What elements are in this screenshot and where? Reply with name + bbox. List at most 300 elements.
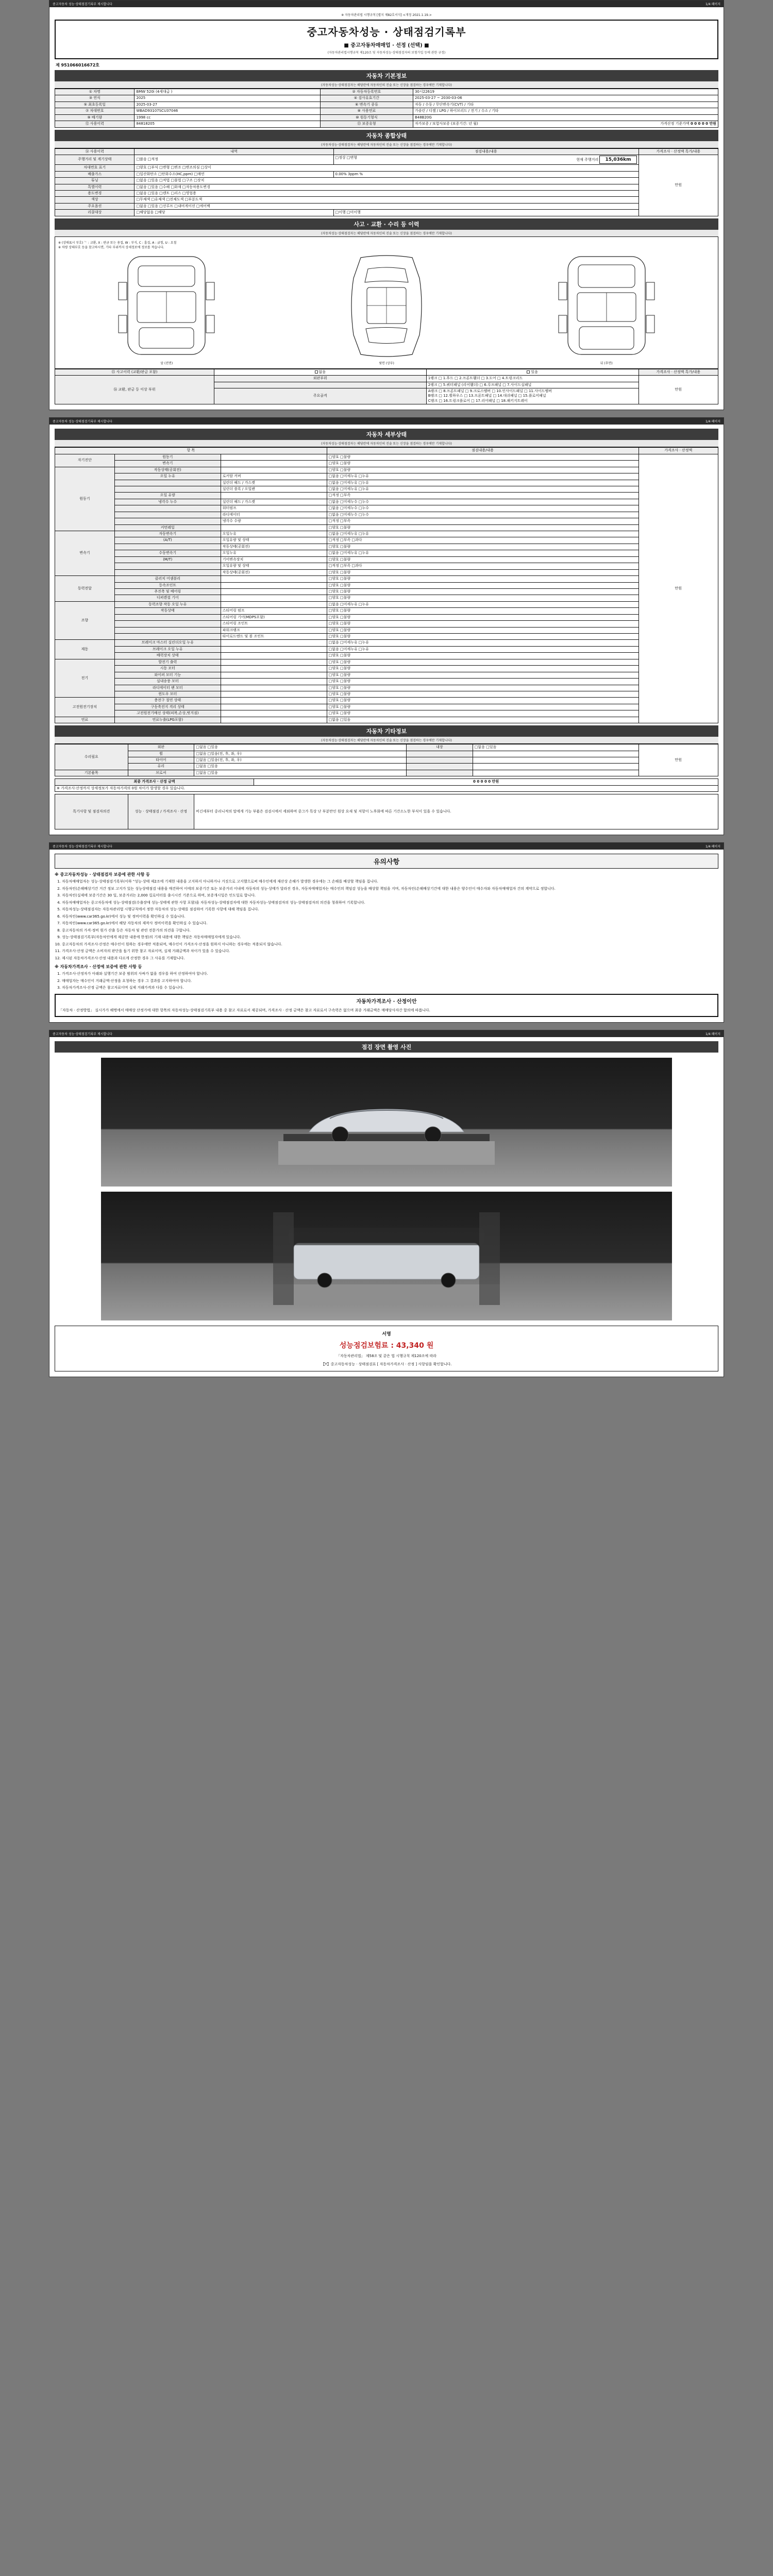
row-opt-b[interactable]: □이행 □미이행 bbox=[333, 210, 638, 216]
row-opt-b[interactable]: □정상 □변형 bbox=[335, 156, 358, 160]
table-row bbox=[55, 537, 718, 544]
other-cell-b2[interactable] bbox=[473, 764, 638, 770]
table-row bbox=[55, 467, 718, 473]
other-cell-b2[interactable] bbox=[473, 757, 638, 764]
other-price-column: 만원 bbox=[638, 744, 718, 776]
detail-item-sublabel bbox=[221, 524, 327, 531]
detail-state-table bbox=[55, 447, 718, 723]
other-cell-b2[interactable] bbox=[473, 770, 638, 776]
detail-item-options[interactable]: □양호 □불량 bbox=[327, 672, 638, 678]
detail-item-sublabel: 실린더 헤드 / 가스켓 bbox=[221, 499, 327, 505]
detail-item-options[interactable]: □양호 □불량 bbox=[327, 524, 638, 531]
detail-item-options[interactable]: □양호 □불량 bbox=[327, 576, 638, 582]
table-row bbox=[55, 653, 718, 659]
car-front-diagram-icon bbox=[107, 251, 226, 360]
table-row bbox=[55, 588, 718, 595]
price-column: 만원 bbox=[638, 376, 718, 404]
detail-item-label bbox=[114, 512, 221, 518]
detail-item-options[interactable]: □적정 □부족 □과다 bbox=[327, 563, 638, 569]
footer-line-2: 【Y】중고자동차성능 · 상태점검표 [ 자동차가격조사 · 산정 ] 사항임을 확인합니다. bbox=[321, 1362, 452, 1367]
other-cell-b2[interactable]: □없음 □있음 bbox=[473, 744, 638, 751]
detail-item-sublabel bbox=[221, 493, 327, 499]
other-cell-a2 bbox=[407, 751, 473, 757]
detail-item-options[interactable]: □양호 □불량 bbox=[327, 679, 638, 685]
table-row bbox=[55, 524, 718, 531]
total-value: 0 0 0 0 0 만원 bbox=[254, 779, 718, 785]
row-opt-a[interactable]: □없음 □있음 □렌트 □리스 □영업용 bbox=[135, 190, 638, 196]
table-row bbox=[55, 608, 718, 614]
price-appraisal-notice-title: 자동차가격조사 · 산정이안 bbox=[356, 998, 417, 1005]
notice-heading-1: ※ 중고자동차성능 · 상태점검자 보증에 관한 사항 등 bbox=[55, 872, 150, 877]
row-label: 주행거리 및 계기상태 bbox=[55, 155, 135, 165]
row-opt-a[interactable]: □많음 □적정 bbox=[135, 155, 333, 165]
table-row bbox=[55, 717, 718, 723]
row-label: 배출가스 bbox=[55, 171, 135, 177]
other-cell-a2: 내장 bbox=[407, 744, 473, 751]
table-row bbox=[55, 659, 718, 665]
form-legal-note: ※ 자동차관리법 시행규칙 [별지 제82호서식] <개정 2021.1.19.> bbox=[341, 13, 432, 17]
row-opt-a[interactable]: □해당없음 □해당 bbox=[135, 210, 333, 216]
detail-item-label: 오일 유량 bbox=[114, 493, 221, 499]
detail-item-label bbox=[114, 563, 221, 569]
diagram-caption: 앞 (전면) bbox=[160, 361, 173, 365]
row-opt-a[interactable]: □없음 □있음 □수해 □화재 □자동차용도변경 bbox=[135, 184, 638, 190]
detail-item-options[interactable]: □없음 □미세누수 □누수 bbox=[327, 505, 638, 512]
memo-table bbox=[55, 794, 718, 829]
col-header: 가격조사 · 산정액 특가/내용 bbox=[638, 369, 718, 375]
table-row bbox=[55, 621, 718, 627]
detail-item-sublabel bbox=[221, 454, 327, 460]
table-row bbox=[55, 704, 718, 710]
other-cell-a: 타이어 bbox=[128, 757, 194, 764]
detail-item-options[interactable]: □없음 □미세누수 □누수 bbox=[327, 512, 638, 518]
detail-item-options[interactable]: □양호 □불량 bbox=[327, 634, 638, 640]
cell-value: 자가보증 / 보험사보증 (보증기간: 년 월) bbox=[414, 122, 478, 126]
detail-item-sublabel bbox=[221, 588, 327, 595]
accident-history-table bbox=[55, 369, 718, 405]
detail-item-label: 와이퍼 모터 기능 bbox=[114, 672, 221, 678]
table-row bbox=[55, 779, 718, 785]
table-row bbox=[55, 691, 718, 697]
detail-item-options[interactable]: □양호 □불량 bbox=[327, 627, 638, 633]
browser-chrome-bar-2 bbox=[49, 418, 724, 425]
state-table bbox=[55, 148, 718, 216]
detail-item-options[interactable]: □양호 □불량 bbox=[327, 614, 638, 620]
cell-value: 가솔린 / 디젤 / LPG / 하이브리드 / 전기 / 수소 / 기타 bbox=[413, 108, 718, 114]
detail-item-label: 충전구 절연 상태 bbox=[114, 698, 221, 704]
table-row bbox=[55, 165, 718, 171]
notice-item: 6. 자동차인(www.car365.go.kr)에서 성능 및 정비이력을 확인하실 수 있습니다. bbox=[62, 914, 718, 920]
browser-page-indicator: 1/4 페이지 bbox=[705, 3, 720, 6]
detail-item-options[interactable]: □없음 □미세누유 □누유 bbox=[327, 550, 638, 556]
browser-chrome-bar bbox=[49, 1, 724, 7]
detail-item-label: 디퍼렌셜 기어 bbox=[114, 595, 221, 601]
detail-item-label: 발전기 출력 bbox=[114, 659, 221, 665]
cell-label: ⑧ 사용연료 bbox=[320, 108, 413, 114]
detail-item-label: 오일 누유 bbox=[114, 473, 221, 480]
detail-item-label: 클러치 어셈블리 bbox=[114, 576, 221, 582]
price-appraisal-notice-text: 「자동차 · 산정방법」 실시가가 해명에서 매매상 산정가에 대한 항목의 자동차성능·상태점검기록부 내용 중 참고 자료로서 제공되며, 가격조사 · 산정 금액은 참고 자료로서 구속력은 없으며 최종 거래금액은 매매당사자간 합의에 따릅니다. bbox=[59, 1008, 430, 1012]
table-row bbox=[55, 672, 718, 678]
detail-item-options[interactable]: □양호 □불량 bbox=[327, 659, 638, 665]
detail-item-label bbox=[114, 614, 221, 620]
detail-item-sublabel: 기어변속장치 bbox=[221, 556, 327, 563]
table-row bbox=[55, 178, 718, 184]
other-cell-b2[interactable] bbox=[473, 751, 638, 757]
detail-item-options[interactable]: □양호 □불량 bbox=[327, 621, 638, 627]
detail-item-label: 윈도우 모터 bbox=[114, 691, 221, 697]
other-cell-b[interactable]: □없음 □있음 bbox=[194, 764, 407, 770]
detail-item-options[interactable]: □없음 □미세누수 □누수 bbox=[327, 499, 638, 505]
table-row bbox=[55, 563, 718, 569]
cell-value: 2025 bbox=[135, 95, 320, 101]
detail-item-options[interactable]: □양호 □불량 bbox=[327, 556, 638, 563]
other-group-label: 수리필요 bbox=[55, 744, 128, 770]
memo-kind: 성능 · 상태점검 / 가격조사 · 산정 bbox=[128, 794, 194, 829]
table-row bbox=[55, 576, 718, 582]
detail-item-sublabel bbox=[221, 601, 327, 607]
detail-item-options[interactable]: □양호 □불량 bbox=[327, 461, 638, 467]
detail-item-label: 수동변속기 bbox=[114, 550, 221, 556]
detail-item-sublabel bbox=[221, 595, 327, 601]
odometer-label: 현재 주행거리 bbox=[576, 158, 599, 162]
detail-item-options[interactable]: □양호 □불량 bbox=[327, 698, 638, 704]
notice-item: 3. 자동차인(실제에 보증기간은 30 일, 보증거리는 2,000 킬로미터를 출시시킨 기준으로 하며, 보증개시일은 인도일로 합니다. bbox=[62, 893, 718, 899]
detail-item-sublabel bbox=[221, 461, 327, 467]
detail-item-sublabel bbox=[221, 691, 327, 697]
diagram-caption: 뒤 (후면) bbox=[600, 361, 613, 365]
table-row bbox=[55, 499, 718, 505]
frame-rank-b[interactable]: B랭크 □ 12.휠하우스 □ 13.프론트패널 □ 14.대쉬패널 □ 15.플로어패널 bbox=[428, 394, 546, 398]
vehicle-on-lift-icon bbox=[278, 1088, 495, 1165]
table-row bbox=[55, 461, 718, 467]
row-opt-b: 0.00% 3ppm % bbox=[333, 171, 638, 177]
other-cell-a: 외판 bbox=[128, 744, 194, 751]
footer-line-1: 「자동차관리법」 제58조 및 같은 법 시행규칙 제120조에 따라 bbox=[337, 1354, 436, 1359]
other-cell-a2 bbox=[407, 764, 473, 770]
cell-label: ⑩ 원동기형식 bbox=[320, 114, 413, 121]
cell-value: BMW 520i (4세대급 ) bbox=[135, 89, 320, 95]
row-opt-a[interactable]: □없음 □있음 □선루프 □내비게이션 □에어백 bbox=[135, 203, 638, 209]
document-title-block bbox=[55, 20, 718, 59]
row-label: ⑮ 사고이력 (교환/판금 포함) bbox=[55, 369, 214, 375]
section-accident-subnote: (자동차성능·상태점검자는 해당란에 자동차인의 진술 또는 신장을 점검하는 경우에만 기재합니다) bbox=[55, 230, 718, 237]
detail-item-options[interactable]: □없음 □미세누유 □누유 bbox=[327, 531, 638, 537]
cell-value: 2025-03-27 bbox=[135, 101, 320, 108]
price-base-label: 가격산정 기준가액 bbox=[660, 122, 690, 126]
page-3 bbox=[49, 842, 724, 1023]
detail-item-sublabel bbox=[221, 672, 327, 678]
detail-item-options[interactable]: □양호 □불량 bbox=[327, 467, 638, 473]
detail-item-sublabel bbox=[221, 704, 327, 710]
detail-item-options[interactable]: □양호 □불량 bbox=[327, 653, 638, 659]
table-row bbox=[55, 666, 718, 672]
table-row bbox=[55, 114, 718, 121]
price-base-value: 0 0 0 0 0 만원 bbox=[690, 122, 716, 126]
table-row bbox=[55, 757, 718, 764]
cell-value: 30시22619 bbox=[413, 89, 718, 95]
notice-item: 1. 가격조사·산정자가 아래와 실행기간 보증 범위의 사싸가 없을 경우를 하여 산정하여야 합니다. bbox=[62, 971, 718, 977]
table-row bbox=[55, 744, 718, 751]
page-4 bbox=[49, 1030, 724, 1377]
table-row bbox=[55, 595, 718, 601]
photo-section-header: 점검 장면 촬영 사진 bbox=[55, 1041, 718, 1053]
detail-item-sublabel: 오일유량 및 상태 bbox=[221, 563, 327, 569]
detail-item-label bbox=[114, 486, 221, 492]
detail-item-sublabel bbox=[221, 717, 327, 723]
section-accident-header: 사고 · 교환 · 수리 등 이력 bbox=[55, 218, 718, 230]
other-group-label: 기본품목 bbox=[55, 770, 128, 776]
detail-item-sublabel: 스티어링 조인트 bbox=[221, 621, 327, 627]
detail-item-label: 브레이크 오일 누유 bbox=[114, 646, 221, 652]
detail-item-sublabel: 작동상태(공회전) bbox=[221, 569, 327, 575]
table-row bbox=[55, 556, 718, 563]
detail-item-label: 추진축 및 베어링 bbox=[114, 588, 221, 595]
detail-item-options[interactable]: □양호 □불량 bbox=[327, 588, 638, 595]
detail-item-sublabel bbox=[221, 679, 327, 685]
col-header: 점검내용/내용 bbox=[327, 448, 638, 454]
detail-item-label: 작동상태(공회전) bbox=[114, 467, 221, 473]
detail-item-label bbox=[114, 569, 221, 575]
row-label: 리콜대상 bbox=[55, 210, 135, 216]
col-header: ⑭ 사용이력 bbox=[55, 148, 135, 155]
section-detail-header: 자동차 세부상태 bbox=[55, 429, 718, 440]
table-row bbox=[55, 550, 718, 556]
damage-diagram-area bbox=[55, 237, 718, 369]
parts-rank2[interactable]: 2랭크 □ 5.쿼터패널 (리어휀더) □ 6.루프패널 □ 7.사이드실패널 bbox=[426, 382, 638, 388]
table-row bbox=[55, 203, 718, 209]
table-row bbox=[55, 569, 718, 575]
total-price-table bbox=[55, 778, 718, 792]
detail-item-sublabel: 타이로드엔드 및 볼 조인트 bbox=[221, 634, 327, 640]
detail-item-label bbox=[114, 634, 221, 640]
row-label: ⑯ 교환, 판금 등 이상 부위 bbox=[55, 376, 214, 404]
detail-item-label: 브레이크 마스터 실린더오일 누유 bbox=[114, 640, 221, 646]
table-row bbox=[55, 627, 718, 633]
diagram-front-view bbox=[58, 251, 275, 365]
row-label: 튜닝 bbox=[55, 178, 135, 184]
inspection-insurance-fee: 성능점검보험료 : 43,340 원 bbox=[339, 1342, 434, 1350]
table-row bbox=[55, 184, 718, 190]
inspection-photo-1 bbox=[101, 1058, 672, 1187]
other-cell-b[interactable]: □없음 □있음 bbox=[194, 744, 407, 751]
detail-item-label: 등속조인트 bbox=[114, 582, 221, 588]
row-label: 용도변경 bbox=[55, 190, 135, 196]
table-header-row bbox=[55, 448, 718, 454]
table-row bbox=[55, 171, 718, 177]
detail-item-options[interactable]: □양호 □불량 bbox=[327, 691, 638, 697]
checkbox-icon[interactable] bbox=[315, 370, 318, 374]
table-row bbox=[55, 369, 718, 375]
detail-group-label: 자기진단 bbox=[55, 454, 115, 467]
detail-item-options[interactable]: □양호 □불량 bbox=[327, 608, 638, 614]
memo-text[interactable]: 비긴세부터 중리니적의 말에게 기능 부품은 검검시에서 세외하며 중그가 특상 난 부분만인 원상 요새 및 저항이 노후화에 따른 기간소노한 부식이 있을 수 있습니다. bbox=[194, 794, 718, 829]
cell-label: ④ 검사유효기간 bbox=[320, 95, 413, 101]
diagram-top-view bbox=[278, 251, 495, 365]
document-number: 제 951066016672호 bbox=[56, 63, 100, 67]
detail-item-options[interactable]: □적정 □부족 bbox=[327, 493, 638, 499]
row-label: 색상 bbox=[55, 197, 135, 203]
row-opt-a[interactable]: □없음 □있음 □적법 □불법 □구조 □장치 bbox=[135, 178, 638, 184]
parts-rank1[interactable]: 1랭크 □ 1.후드 □ 2.프론트휀더 □ 3.도어 □ 4.트렁크리드 bbox=[426, 376, 638, 382]
page-title-note: (자동차관리법시행규칙 제120조 및 자동차성능·상태점검자의 보험가입 등에 관한 규정) bbox=[327, 51, 446, 55]
cell-value: 2025-03-27 ~ 2030-03-06 bbox=[413, 95, 718, 101]
detail-item-sublabel bbox=[221, 666, 327, 672]
section-state-header: 자동차 종합상태 bbox=[55, 130, 718, 141]
detail-item-label: 원동기 bbox=[114, 454, 221, 460]
group-label: 외판부위 bbox=[214, 376, 426, 382]
table-row bbox=[55, 505, 718, 512]
detail-item-options[interactable]: □양호 □불량 bbox=[327, 685, 638, 691]
table-row bbox=[55, 646, 718, 652]
notice-item: 8. 중고자동차의 가격·정비 원가 산출 등은 자동차 및 관련 전문가의 의견을 구합니다. bbox=[62, 928, 718, 934]
browser-page-indicator-3: 1/4 페이지 bbox=[705, 845, 720, 849]
detail-group-label: 제동 bbox=[55, 640, 115, 659]
table-row bbox=[55, 101, 718, 108]
table-row bbox=[55, 89, 718, 95]
other-cell-b[interactable]: □없음 □있음 bbox=[194, 770, 407, 776]
table-row bbox=[55, 486, 718, 492]
detail-item-sublabel: 로커암 커버 bbox=[221, 473, 327, 480]
section-basic-header: 자동차 기본정보 bbox=[55, 70, 718, 81]
browser-page-indicator-4: 1/4 페이지 bbox=[705, 1032, 720, 1037]
notice-item: 4. 자동차매매업자는 중고자동차에 성능·상태점검(수출장애 성능·상태에 관한 사항 포함)을 자동차성능·상태점검자에 대한 자동차성능·상태점검자의 성능·상태점검자의 의견을 청취하여 기록합니다. bbox=[62, 900, 718, 906]
table-row bbox=[55, 473, 718, 480]
other-cell-a2 bbox=[407, 770, 473, 776]
notice-item: 7. 자동차인(www.car365.go.kr)에서 해당 자동차의 제작사 정비이력을 확인하실 수 있습니다. bbox=[62, 921, 718, 926]
browser-title-3: 중고자동차 성능·상태점검기록부 제시합니다 bbox=[53, 845, 112, 849]
vehicle-underbody-icon bbox=[273, 1212, 500, 1305]
detail-item-options[interactable]: □없음 □미세누유 □누유 bbox=[327, 640, 638, 646]
cell-label: ⑦ 차대번호 bbox=[55, 108, 135, 114]
table-row bbox=[55, 614, 718, 620]
other-cell-a: 브로셔 bbox=[128, 770, 194, 776]
frame-rank-c[interactable]: C랭크 □ 16.트렁크플로어 □ 17.리어패널 □ 18.패키지트레이 bbox=[428, 398, 528, 403]
detail-item-sublabel: 작동상태(공회전) bbox=[221, 544, 327, 550]
detail-item-options[interactable]: □없음 □미세누유 □누유 bbox=[327, 473, 638, 480]
odometer-value: 15,036km bbox=[599, 156, 636, 164]
detail-item-options[interactable]: □적정 □부족 bbox=[327, 518, 638, 524]
table-row bbox=[55, 679, 718, 685]
other-cell-a2 bbox=[407, 757, 473, 764]
detail-item-options[interactable]: □양호 □불량 bbox=[327, 569, 638, 575]
table-row bbox=[55, 698, 718, 704]
table-row bbox=[55, 108, 718, 114]
car-rear-diagram-icon bbox=[547, 251, 666, 360]
browser-title-4: 중고자동차 성능·상태점검기록부 제시합니다 bbox=[53, 1032, 112, 1037]
section-state-subnote: (자동차성능·상태점검자는 해당란에 자동차인의 진술 또는 신장을 점검하는 경우에만 기재합니다) bbox=[55, 141, 718, 148]
section-other-header: 자동차 기타정보 bbox=[55, 725, 718, 737]
notice-item: 10. 중고자동차의 가격조사·산정은 매수인이 원하는 경우에만 적용되며, 매수인이 가격조사·산정을 원하지 아니하는 경우에는 적용되지 않습니다. bbox=[62, 942, 718, 947]
row-opt-a[interactable]: □양호 □부식 □변형 □변조 □변조의심 □상이 bbox=[135, 165, 638, 171]
detail-item-options[interactable]: □양호 □불량 bbox=[327, 666, 638, 672]
table-row bbox=[55, 794, 718, 829]
table-row bbox=[55, 685, 718, 691]
signature-area bbox=[55, 1326, 718, 1371]
table-row bbox=[55, 544, 718, 550]
signature-label: 서명 bbox=[382, 1332, 391, 1337]
detail-group-label: 전기 bbox=[55, 659, 115, 698]
table-row bbox=[55, 531, 718, 537]
table-row bbox=[55, 493, 718, 499]
frame-rank-a[interactable]: A랭크 □ 8.프론트패널 □ 9.크로스멤버 □ 10.인사이드패널 □ 11.사이드멤버 bbox=[428, 389, 552, 394]
other-cell-a: 휠 bbox=[128, 751, 194, 757]
detail-group-label: 변속기 bbox=[55, 531, 115, 576]
other-cell-b[interactable]: □없음 □있음(전, 후, 좌, 우) bbox=[194, 757, 407, 764]
detail-item-options[interactable]: □양호 □불량 bbox=[327, 595, 638, 601]
other-cell-b[interactable]: □없음 □있음(전, 후, 좌, 우) bbox=[194, 751, 407, 757]
table-row bbox=[55, 210, 718, 216]
price-appraisal-notice bbox=[55, 994, 718, 1018]
detail-item-label: 시동 모터 bbox=[114, 666, 221, 672]
table-row bbox=[55, 197, 718, 203]
table-row bbox=[55, 764, 718, 770]
checkbox-icon[interactable] bbox=[527, 370, 530, 374]
detail-group-label: 동력전달 bbox=[55, 576, 115, 602]
detail-item-sublabel: 워터펌프 bbox=[221, 505, 327, 512]
detail-group-label: 조향 bbox=[55, 601, 115, 640]
notice-item: 12. 제시된 자동차가격조사·산정 내용과 다르게 산정한 경우 그 사유를 기재합니다. bbox=[62, 956, 718, 961]
detail-item-label: 변속기 bbox=[114, 461, 221, 467]
car-top-diagram-icon bbox=[325, 251, 448, 360]
notice-item: 3. 자동차가격조사·산정 금액은 참고자료이며 실제 거래가격과 다를 수 있습니다. bbox=[62, 985, 718, 991]
notice-item: 2. 매매업자는 매수인이 거래금액·산정을 요청하는 경우 그 결과를 고지하여야 합니다. bbox=[62, 978, 718, 984]
notice-item: 9. 성능·상태점검기록부(자동차인에게 제공한 내용에 한정)의 기재 내용에 대한 책임은 자동차매매업자에게 있습니다. bbox=[62, 935, 718, 940]
table-row bbox=[55, 518, 718, 524]
col-header: 가격조사 · 산정액 특가/내용 bbox=[638, 148, 718, 155]
detail-item-options[interactable]: □양호 □불량 bbox=[327, 582, 638, 588]
detail-item-options[interactable]: □없음 □미세누유 □누유 bbox=[327, 480, 638, 486]
browser-page-indicator-2: 1/4 페이지 bbox=[705, 420, 720, 424]
table-row bbox=[55, 582, 718, 588]
detail-group-label: 고전원전기장치 bbox=[55, 698, 115, 717]
detail-item-options[interactable]: □적정 □부족 □과다 bbox=[327, 537, 638, 544]
detail-item-sublabel: 오일누유 bbox=[221, 531, 327, 537]
detail-item-options[interactable]: □없음 □있음 bbox=[327, 717, 638, 723]
other-info-table bbox=[55, 744, 718, 776]
cell-value: WBAD93107SCU37046 bbox=[135, 108, 320, 114]
detail-item-label: 커먼레일 bbox=[114, 524, 221, 531]
detail-item-sublabel: 파워크랭크 bbox=[221, 627, 327, 633]
cell-label: ⑬ 보증유형 bbox=[320, 121, 413, 127]
detail-item-sublabel bbox=[221, 685, 327, 691]
col-header: 항 목 bbox=[55, 448, 327, 454]
row-label: 특별이력 bbox=[55, 184, 135, 190]
detail-item-options[interactable]: □없음 □미세누유 □누유 bbox=[327, 646, 638, 652]
detail-item-sublabel bbox=[221, 710, 327, 717]
detail-item-options[interactable]: □양호 □불량 bbox=[327, 544, 638, 550]
table-row bbox=[55, 710, 718, 717]
history-none-option[interactable]: 없음 bbox=[214, 369, 426, 375]
notice-item: 11. 가격조사·산정 금액은 소비자의 판단을 돕기 위한 참고 자료이며, 실제 거래금액과 차이가 있을 수 있습니다. bbox=[62, 948, 718, 954]
table-row bbox=[55, 155, 718, 165]
detail-item-options[interactable]: □양호 □불량 bbox=[327, 704, 638, 710]
row-opt-a[interactable]: □일산화탄소 □탄화수소(HC,ppm) □매연 bbox=[135, 171, 333, 177]
detail-group-label: 연료 bbox=[55, 717, 115, 723]
memo-label: 특기사항 및 점검자의견 bbox=[55, 794, 128, 829]
table-header-row bbox=[55, 148, 718, 155]
diagram-caption: 윗면 (상부) bbox=[379, 361, 394, 365]
detail-item-options[interactable]: □없음 □미세누유 □누유 bbox=[327, 486, 638, 492]
browser-chrome-bar-3 bbox=[49, 843, 724, 850]
history-yes-option[interactable]: 있음 bbox=[426, 369, 638, 375]
detail-item-options[interactable]: □양호 □불량 bbox=[327, 454, 638, 460]
row-opt-a[interactable]: □무채색 □유채색 □전체도색 □부분도색 bbox=[135, 197, 638, 203]
detail-item-options[interactable]: □양호 □불량 bbox=[327, 710, 638, 717]
table-row bbox=[55, 480, 718, 486]
detail-item-options[interactable]: □없음 □미세누유 □누유 bbox=[327, 601, 638, 607]
group-label: 주요골격 bbox=[214, 388, 426, 404]
